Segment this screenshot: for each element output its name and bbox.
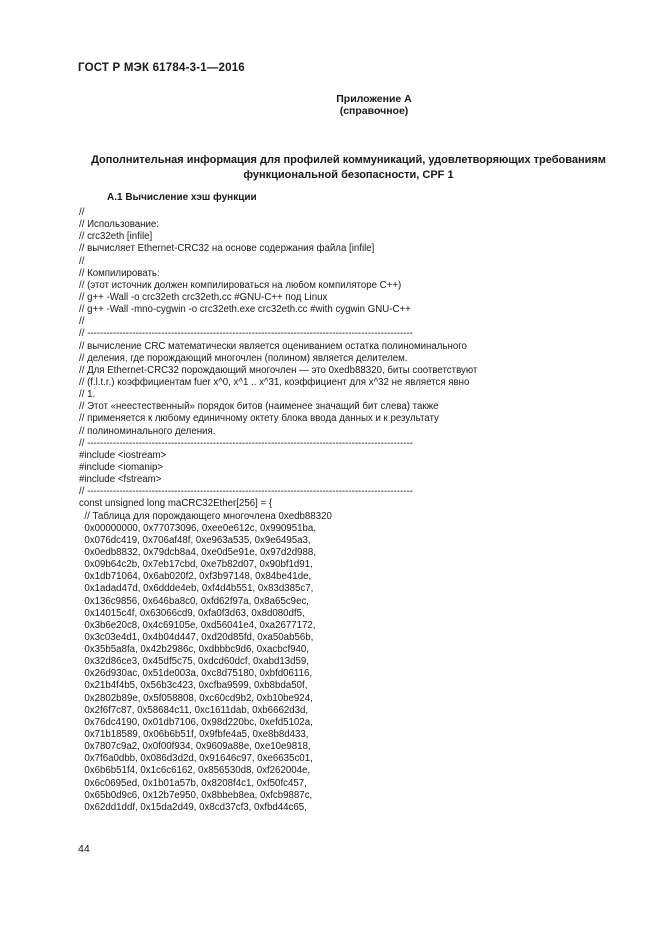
code-line: 0x14015c4f, 0x63066cd9, 0xfa0f3d63, 0x8d080df5, [79, 607, 305, 619]
code-line: 0x3b6e20c8, 0x4c69105e, 0xd56041e4, 0xa2677172, [79, 619, 316, 631]
code-line: 0x6c0695ed, 0x1b01a57b, 0x8208f4c1, 0xf50fc457, [79, 777, 307, 789]
code-listing [79, 207, 619, 814]
code-line: // применяется к любому единичному октету блока ввода данных и к результату [79, 413, 439, 425]
code-line: // crc32eth [infile] [79, 231, 153, 243]
document-title [70, 153, 627, 182]
code-line: 0x21b4f4b5, 0x56b3c423, 0xcfba9599, 0xb8bda50f, [79, 680, 308, 692]
code-line: // полиноминального деления. [79, 425, 216, 437]
code-line: 0x2f6f7c87, 0x58684c11, 0xc1611dab, 0xb6662d3d, [79, 704, 309, 716]
code-line: // (этот источник должен компилироваться на любом компиляторе C++) [79, 279, 402, 291]
code-line: #include <iostream> [79, 449, 167, 461]
code-line: // Использование: [79, 219, 159, 231]
code-line: // Таблица для порождающего многочлена 0xedb88320 [79, 510, 332, 522]
code-line: 0x7807c9a2, 0x0f00f934, 0x9609a88e, 0xe10e9818, [79, 741, 311, 753]
code-line: 0x6b6b51f4, 0x1c6c6162, 0x856530d8, 0xf262004e, [79, 765, 311, 777]
code-line: 0x09b64c2b, 0x7eb17cbd, 0xe7b82d07, 0x90bf1d91, [79, 559, 313, 571]
code-line: 0x76dc4190, 0x01db7106, 0x98d220bc, 0xefd5102a, [79, 716, 313, 728]
code-line: 0x3c03e4d1, 0x4b04d447, 0xd20d85fd, 0xa50ab56b, [79, 631, 314, 643]
code-line: // вычисление CRC математически является оцениванием остатка полиноминального [79, 340, 467, 352]
document-title-line-2: функциональной безопасности, CPF 1 [243, 168, 454, 181]
code-line: 0x7f6a0dbb, 0x086d3d2d, 0x91646c97, 0xe6635c01, [79, 753, 313, 765]
code-line: 0x076dc419, 0x706af48f, 0xe963a535, 0x9e6495a3, [79, 534, 311, 546]
code-line: 0x1adad47d, 0x6ddde4eb, 0xf4d4b551, 0x83d385c7, [79, 583, 314, 595]
code-line: // ----------------------------------------------------------------------------------------------------- [79, 328, 413, 340]
code-line: 0x26d930ac, 0x51de003a, 0xc8d75180, 0xbfd06116, [79, 668, 313, 680]
code-line: 0x35b5a8fa, 0x42b2986c, 0xdbbbc9d6, 0xacbcf940, [79, 644, 309, 656]
code-line: // Для Ethernet-CRC32 порождающий многочлен — это 0xedb88320, биты соответствуют [79, 364, 478, 376]
code-line: 0x2802b89e, 0x5f058808, 0xc60cd9b2, 0xb10be924, [79, 692, 313, 704]
code-line: 0x65b0d9c6, 0x12b7e950, 0x8bbeb8ea, 0xfcb9887c, [79, 789, 313, 801]
appendix-title: Приложение А [336, 93, 412, 105]
code-line: // деления, где порождающий многочлен (полином) является делителем. [79, 352, 408, 364]
code-line: // ----------------------------------------------------------------------------------------------------- [79, 437, 413, 449]
code-line: 0x0edb8832, 0x79dcb8a4, 0xe0d5e91e, 0x97d2d988, [79, 546, 317, 558]
code-line: // [79, 207, 85, 218]
appendix-subtitle: (справочное) [339, 105, 409, 117]
code-line: // g++ -Wall -mno-cygwin -o crc32eth.exe crc32eth.cc #with cygwin GNU-C++ [79, 304, 411, 316]
code-line: 0x00000000, 0x77073096, 0xee0e612c, 0x990951ba, [79, 522, 317, 534]
code-line: // g++ -Wall -o crc32eth crc32eth.cc #GNU-C++ под Linux [79, 291, 328, 303]
code-line: 0x32d86ce3, 0x45df5c75, 0xdcd60dcf, 0xabd13d59, [79, 656, 309, 668]
code-line: // ----------------------------------------------------------------------------------------------------- [79, 486, 413, 498]
code-line: // Компилировать: [79, 267, 160, 279]
code-line: 0x71b18589, 0x06b6b51f, 0x9fbfe4a5, 0xe8b8d433, [79, 729, 309, 741]
code-line: // (f.l.t.r.) коэффициентам fuer x^0, x^1 .. x^31, коэффициент для x^32 не является явно [79, 376, 470, 388]
code-line: // 1. [79, 389, 96, 401]
code-line: // [79, 316, 85, 328]
document-title-line-1: Дополнительная информация для профилей коммуникаций, удовлетворяющих требованиям [91, 154, 606, 166]
code-line: 0x136c9856, 0x646ba8c0, 0xfd62f97a, 0x8a65c9ec, [79, 595, 309, 607]
page-number: 44 [78, 843, 90, 855]
code-line: #include <iomanip> [79, 461, 164, 473]
code-line: #include <fstream> [79, 474, 162, 486]
section-heading: A.1 Вычисление хэш функции [107, 192, 257, 203]
code-line: // [79, 255, 85, 267]
standard-number: ГОСТ Р МЭК 61784-3-1—2016 [78, 62, 245, 74]
code-line: const unsigned long maCRC32Ether[256] = { [79, 498, 273, 510]
code-line: // Этот «неестественный» порядок битов (наименее значащий бит слева) также [79, 401, 439, 413]
code-line: 0x1db71064, 0x6ab020f2, 0xf3b97148, 0x84be41de, [79, 571, 312, 583]
code-line: 0x62dd1ddf, 0x15da2d49, 0x8cd37cf3, 0xfbd44c65, [79, 801, 307, 813]
code-line: // вычисляет Ethernet-CRC32 на основе содержания файла [infile] [79, 243, 375, 255]
